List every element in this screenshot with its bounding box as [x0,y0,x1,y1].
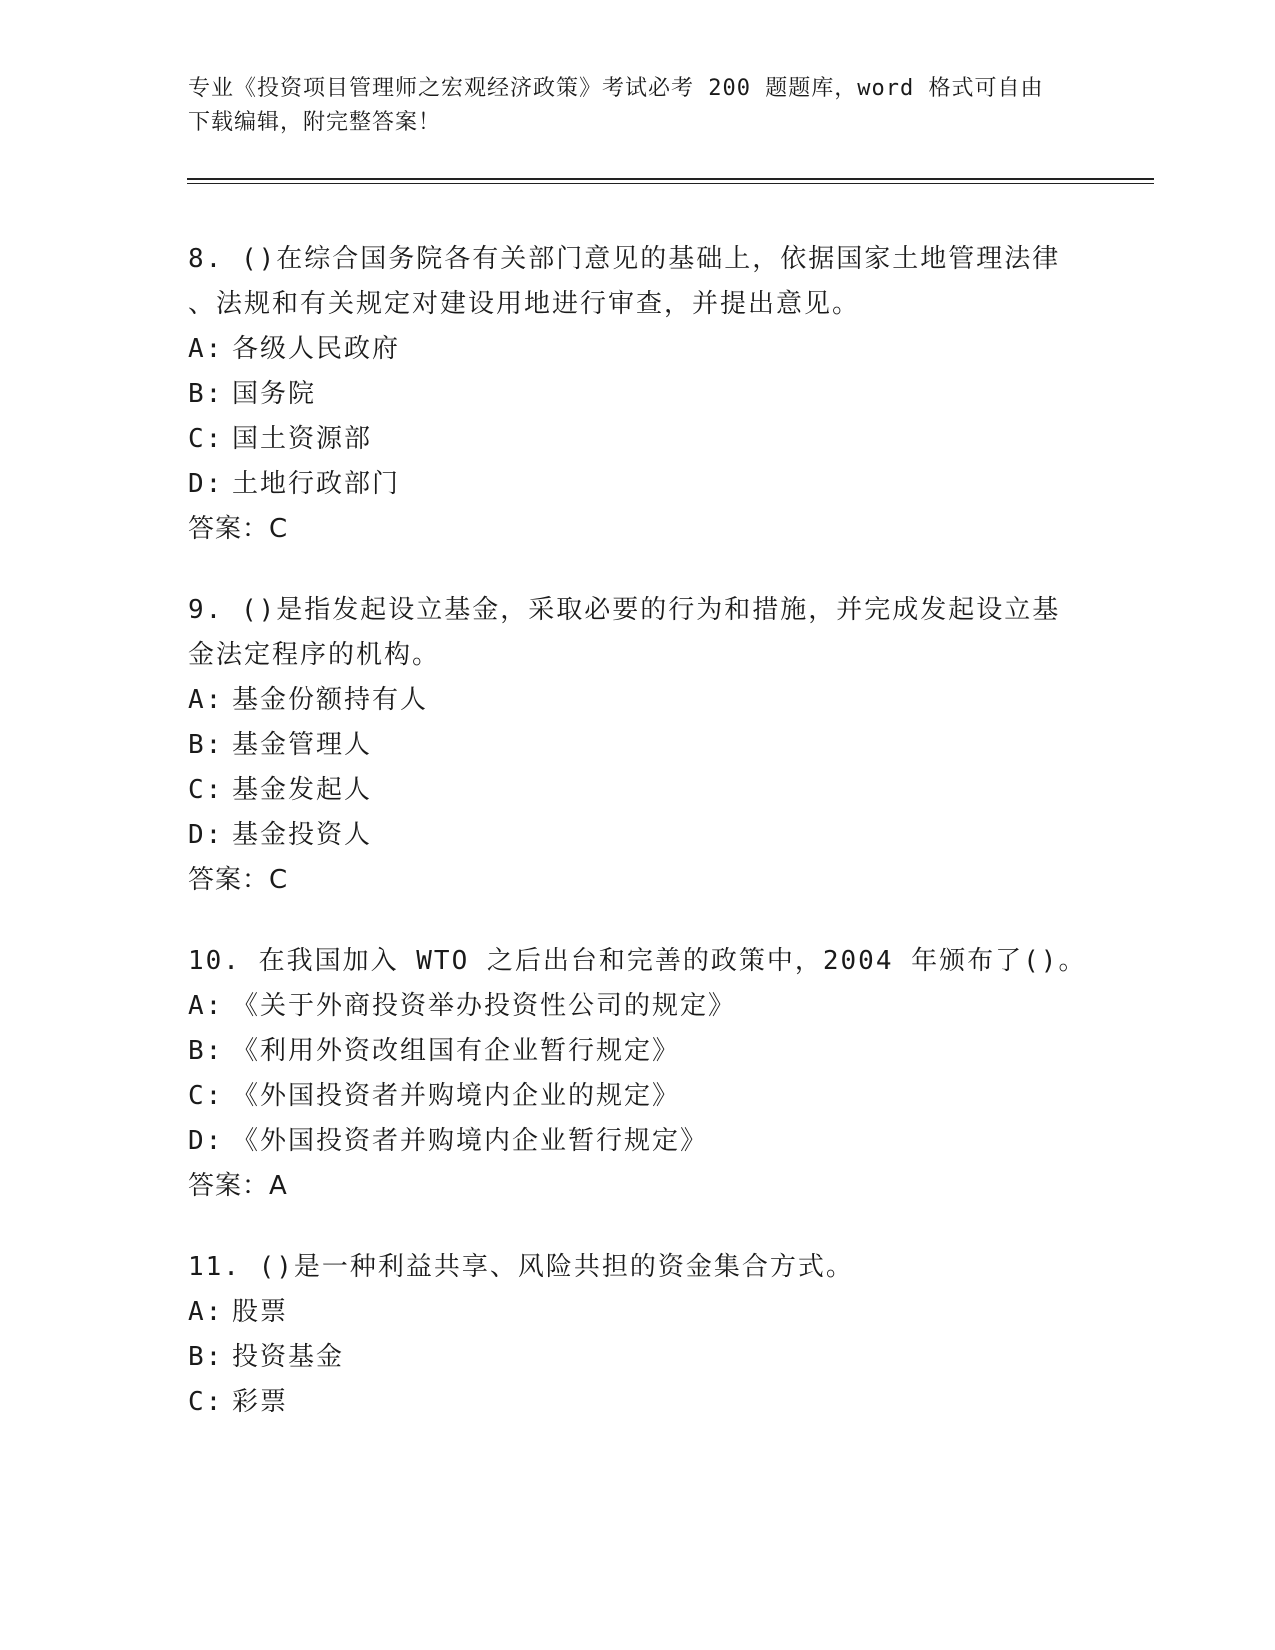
option-letter: B: [188,379,224,409]
answer-line: 答案：C [188,865,289,895]
option-letter: C: [188,424,224,454]
option-letter: D: [188,469,224,499]
option-text: 股票 [232,1297,289,1327]
option-b [188,1029,1088,1074]
question-list [188,237,1088,1461]
question-text-line-1: 10. 在我国加入 WTO 之后出台和完善的政策中，2004 年颁布了()。 [188,946,1087,976]
question-11 [188,1245,1088,1425]
option-text: 《关于外商投资举办投资性公司的规定》 [232,991,737,1021]
option-c [188,768,1088,813]
option-b [188,1335,1088,1380]
header-divider-thin [187,183,1154,184]
header-line-2: 下载编辑，附完整答案！ [188,110,442,135]
option-text: 基金发起人 [232,775,373,805]
option-letter: B: [188,730,224,760]
option-c [188,1074,1088,1119]
header-divider-thick [187,178,1154,180]
option-c [188,417,1088,462]
option-text: 基金投资人 [232,820,373,850]
option-letter: D: [188,820,224,850]
option-text: 基金管理人 [232,730,373,760]
option-a [188,327,1088,372]
option-letter: A: [188,685,224,715]
option-text: 《外国投资者并购境内企业暂行规定》 [232,1126,709,1156]
option-letter: C: [188,775,224,805]
option-b [188,372,1088,417]
question-text-line-2: 、法规和有关规定对建设用地进行审查，并提出意见。 [188,289,861,319]
question-text-line-1: 11. ()是一种利益共享、风险共担的资金集合方式。 [188,1252,854,1282]
question-text-line-2: 金法定程序的机构。 [188,640,441,670]
option-text: 基金份额持有人 [232,685,429,715]
option-letter: A: [188,1297,224,1327]
option-letter: C: [188,1387,224,1417]
question-text-line-1: 8. ()在综合国务院各有关部门意见的基础上，依据国家土地管理法律 [188,244,1061,274]
question-9 [188,588,1088,903]
option-text: 投资基金 [232,1342,345,1372]
document-header [188,72,1088,140]
option-d [188,462,1088,507]
option-letter: D: [188,1126,224,1156]
answer-line: 答案：A [188,1171,288,1201]
option-text: 各级人民政府 [232,334,401,364]
option-b [188,723,1088,768]
option-a [188,984,1088,1029]
option-letter: C: [188,1081,224,1111]
option-a [188,1290,1088,1335]
option-letter: A: [188,334,224,364]
option-d [188,813,1088,858]
option-text: 国务院 [232,379,317,409]
option-text: 《利用外资改组国有企业暂行规定》 [232,1036,681,1066]
header-line-1: 专业《投资项目管理师之宏观经济政策》考试必考 200 题题库，word 格式可自由 [188,76,1044,101]
answer-line: 答案：C [188,514,289,544]
option-text: 国土资源部 [232,424,373,454]
option-text: 土地行政部门 [232,469,401,499]
option-text: 《外国投资者并购境内企业的规定》 [232,1081,681,1111]
option-letter: A: [188,991,224,1021]
option-letter: B: [188,1342,224,1372]
option-c [188,1380,1088,1425]
option-text: 彩票 [232,1387,289,1417]
question-8 [188,237,1088,552]
question-text-line-1: 9. ()是指发起设立基金，采取必要的行为和措施，并完成发起设立基 [188,595,1061,625]
option-d [188,1119,1088,1164]
option-a [188,678,1088,723]
option-letter: B: [188,1036,224,1066]
question-10 [188,939,1088,1209]
